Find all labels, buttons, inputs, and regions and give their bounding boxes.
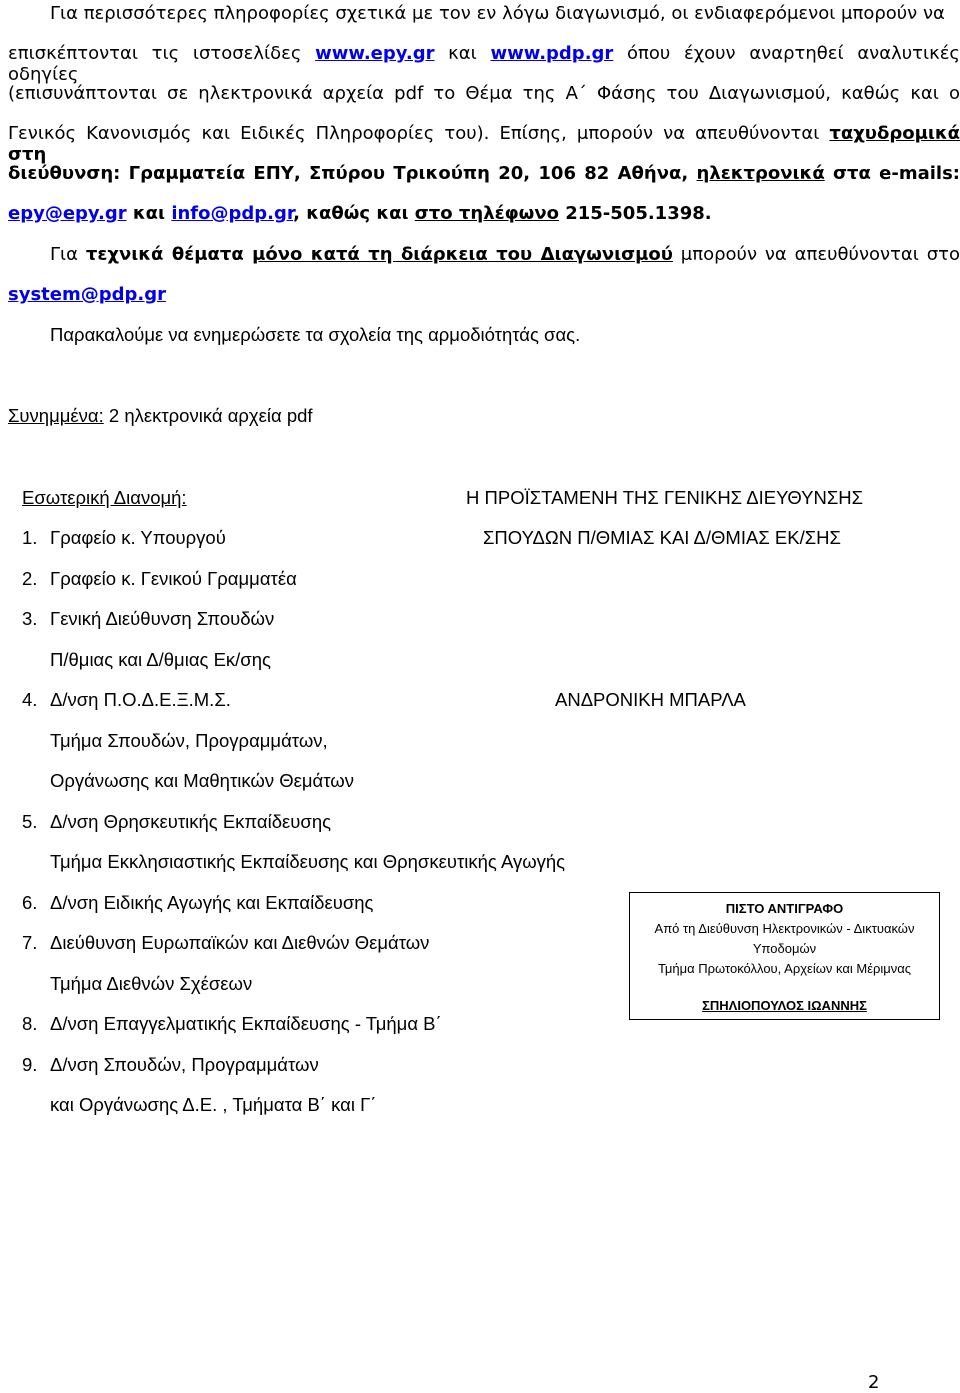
signatory-name: ΑΝΔΡΟΝΙΚΗ ΜΠΑΡΛΑ [555,689,746,710]
link-system-email[interactable]: system@pdp.gr [8,284,166,305]
paragraph-1-line-4 [8,123,960,165]
paragraph-2-line-2 [8,284,166,305]
stamp-heading: ΠΙΣΤΟ ΑΝΤΙΓΡΑΦΟ [725,901,844,916]
list-number: 4. [22,689,38,710]
stamp-signatory: ΣΠΗΛΙΟΠΟΥΛΟΣ ΙΩΑΝΝΗΣ [702,998,867,1013]
paragraph-text: (επισυνάπτονται σε ηλεκτρονικά αρχεία pdf το Θέμα της Α΄ Φάσης του Διαγωνισμού, καθώς και ο [8,83,960,104]
list-item [22,649,271,671]
link-epy-email[interactable]: epy@epy.gr [8,203,127,224]
list-text: Δ/νση Επαγγελματικής Εκπαίδευσης - Τμήμα Β΄ [50,1013,442,1034]
list-number: 6. [22,892,38,913]
page-number: 2 [868,1372,880,1393]
list-item [22,811,331,833]
attachments-label: Συνημμένα: [8,405,104,426]
list-item [22,932,429,954]
stamp-line: Υποδομών [752,941,817,956]
address-text: διεύθυνση: Γραμματεία ΕΠΥ, Σπύρου Τρικούπη 20, 106 82 Αθήνα, [8,163,697,184]
list-text: Διεύθυνση Ευρωπαϊκών και Διεθνών Θεμάτων [50,932,430,953]
paragraph-1-line-6 [8,203,712,224]
list-text: Τμήμα Σπουδών, Προγραμμάτων, [50,730,328,751]
paragraph-1-line-5 [8,163,960,184]
list-text: Τμήμα Εκκλησιαστικής Εκπαίδευσης και Θρησκευτικής Αγωγής [50,851,566,872]
list-text: Γραφείο κ. Υπουργού [50,527,226,548]
list-number: 1. [22,527,38,548]
paragraph-text: στα e-mails: [824,163,960,184]
attachments-text: 2 ηλεκτρονικά αρχεία pdf [103,405,313,426]
list-item [22,608,274,630]
list-text: Π/θμιας και Δ/θμιας Εκ/σης [50,649,271,670]
stamp-line: Από τη Διεύθυνση Ηλεκτρονικών - Δικτυακών [654,921,915,936]
paragraph-text: επισκέπτονται τις ιστοσελίδες [8,43,316,64]
list-item [22,1094,376,1116]
list-item [22,1054,319,1076]
paragraph-text: και [126,203,172,224]
list-text: Δ/νση Θρησκευτικής Εκπαίδευσης [50,811,332,832]
emphasis-electronic: ηλεκτρονικά [696,163,825,184]
emphasis-postal: ταχυδρομικά [829,123,960,144]
distribution-title: Εσωτερική Διανομή: [22,487,187,508]
certified-copy-stamp [629,892,940,1020]
list-text: Δ/νση Π.Ο.Δ.Ε.Ξ.Μ.Σ. [50,689,231,710]
emphasis-during-contest: μόνο κατά τη διάρκεια του Διαγωνισμού [252,244,673,265]
paragraph-text: όπου έχουν αναρτηθεί αναλυτικές οδηγίες [8,43,960,85]
paragraph-text: μπορούν να απευθύνονται στο [672,244,960,265]
stamp-line: Τμήμα Πρωτοκόλλου, Αρχείων και Μέριμνας [657,961,912,976]
paragraph-1-line-1 [50,3,945,24]
list-number: 8. [22,1013,38,1034]
link-www-pdp-gr[interactable]: www.pdp.gr [490,43,614,64]
list-text: Δ/νση Ειδικής Αγωγής και Εκπαίδευσης [50,892,374,913]
list-number: 2. [22,568,38,589]
list-item [22,568,297,590]
list-number: 3. [22,608,38,629]
list-number: 7. [22,932,38,953]
phone-label: στο τηλέφωνο [414,203,559,224]
paragraph-text: Για περισσότερες πληροφορίες σχετικά με τον εν λόγω διαγωνισμό, οι ενδιαφερόμενοι μπορούν να [50,3,945,24]
list-text: Τμήμα Διεθνών Σχέσεων [50,973,253,994]
list-text: Δ/νση Σπουδών, Προγραμμάτων [50,1054,319,1075]
paragraph-1-line-2 [8,43,960,85]
signature-title-line-2: ΣΠΟΥΔΩΝ Π/ΘΜΙΑΣ ΚΑΙ Δ/ΘΜΙΑΣ ΕΚ/ΣΗΣ [483,527,841,548]
list-item [22,689,231,711]
list-item [22,973,252,995]
phone-number: 215-505.1398. [558,203,712,224]
paragraph-text: , καθώς και [293,203,415,224]
list-text: Γραφείο κ. Γενικού Γραμματέα [50,568,297,589]
paragraph-text: Για [50,244,86,265]
paragraph-3: Παρακαλούμε να ενημερώσετε τα σχολεία της αρμοδιότητάς σας. [50,324,581,345]
paragraph-text: και [434,43,491,64]
list-text: και Οργάνωσης Δ.Ε. , Τμήματα Β΄ και Γ΄ [50,1094,377,1115]
list-item [22,892,373,914]
list-text: Γενική Διεύθυνση Σπουδών [50,608,275,629]
list-text: Οργάνωσης και Μαθητικών Θεμάτων [50,770,354,791]
paragraph-text: Γενικός Κανονισμός και Ειδικές Πληροφορίες του). Επίσης, μπορούν να απευθύνονται [8,123,830,144]
list-item [22,730,328,752]
list-item [22,527,226,549]
emphasis-technical: τεχνικά θέματα [85,244,253,265]
list-item [22,770,354,792]
attachments-line [8,405,313,427]
link-www-epy-gr[interactable]: www.epy.gr [315,43,435,64]
list-number: 9. [22,1054,38,1075]
signature-title-line-1: Η ΠΡΟΪΣΤΑΜΕΝΗ ΤΗΣ ΓΕΝΙΚΗΣ ΔΙΕΥΘΥΝΣΗΣ [466,487,864,508]
paragraph-2-line-1 [50,244,960,265]
list-number: 5. [22,811,38,832]
list-item [22,851,565,873]
paragraph-text: στη [8,144,47,165]
paragraph-1-line-3 [8,83,960,104]
list-item [22,1013,442,1035]
link-info-email[interactable]: info@pdp.gr [171,203,294,224]
